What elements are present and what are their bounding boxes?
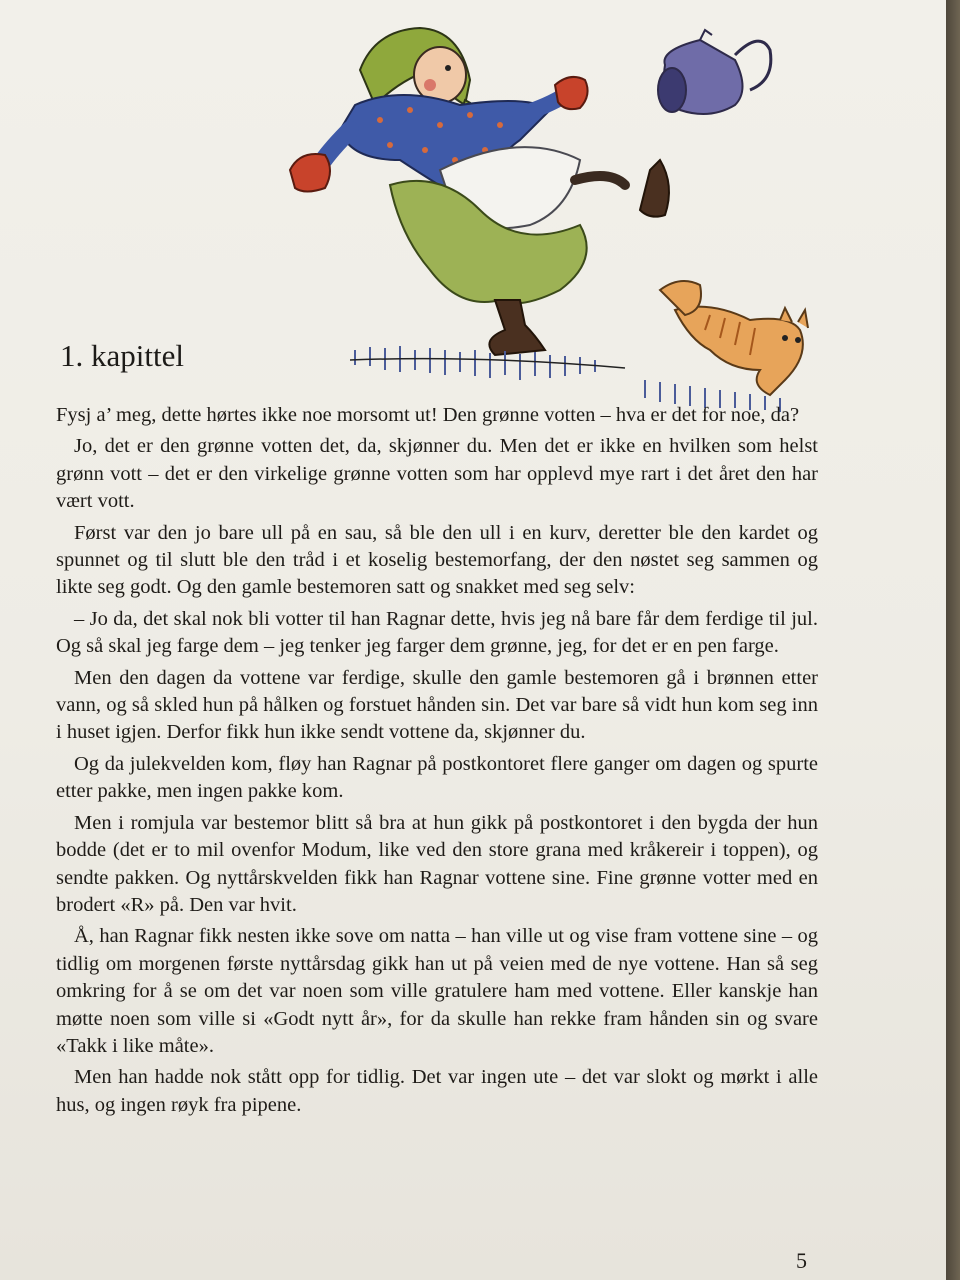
paragraph: – Jo da, det skal nok bli votter til han Ragnar dette, hvis jeg nå bare får dem ferdige til jul. Og så skal jeg farge dem – jeg tenker jeg farger dem grønne, jeg, for det er en pen farge.: [56, 607, 818, 658]
red-mitten-left: [290, 154, 330, 192]
book-edge: [946, 0, 960, 1280]
red-mitten-right: [555, 77, 588, 109]
illustration: [280, 10, 840, 420]
old-woman-figure: [290, 28, 669, 380]
chapter-title: 1. kapittel: [60, 338, 184, 373]
page-number: 5: [796, 1248, 807, 1273]
paragraph: Å, han Ragnar fikk nesten ikke sove om natta – han ville ut og vise fram vottene sine – og tidlig om morgenen første nyttårsdag gikk han ut på veien med de nye vottene. Han så seg omkring for å se om det var noen som ville gratulere ham med vottene. Eller kanskje han møtte noen som ville si «Godt nytt år», for da skulle han rekke fram hånden sin og svare «Takk i like måte».: [56, 925, 818, 1057]
paragraph: Men han hadde nok stått opp for tidlig. Det var ingen ute – det var slokt og mørkt i alle hus, og ingen røyk fra pipene.: [56, 1066, 818, 1116]
paragraph: Jo, det er den grønne votten det, da, skjønner du. Men det er ikke en hvilken som helst grønn vott – det er den virkelige grønne votten som har opplevd mye rart i det året den har vært vott.: [56, 435, 818, 513]
paragraph: Og da julekvelden kom, fløy han Ragnar på postkontoret flere ganger om dagen og spurte etter pakke, men ingen pakke kom.: [56, 752, 818, 803]
jug: [658, 30, 771, 114]
paragraph: Først var den jo bare ull på en sau, så ble den ull i en kurv, deretter ble den kardet og spunnet og til slutt ble den tråd i et koselig bestemorfang, der den nøstet seg sammen og likte seg godt. Og den gamle bestemoren satt og snakket med seg selv:: [56, 521, 818, 599]
paragraph: Men i romjula var bestemor blitt så bra at hun gikk på postkontoret i den bygda der hun bodde (det er to mil ovenfor Modum, like ved den store grana med kråkereir i toppen), og sendte pakken. Og nyttårskvelden fikk han Ragnar vottene sine. Fine grønne votter med en brodert «R» på. Den var hvit.: [56, 811, 818, 916]
paragraph: Men den dagen da vottene var ferdige, skulle den gamle bestemoren gå i brønnen etter vann, og så skled hun på hålken og forstuet hånden sin. Det var bare så vidt hun kom seg inn i huset igjen. Derfor fikk hun ikke sendt vottene da, skjønner du.: [56, 666, 818, 744]
chapter-body: [56, 402, 818, 1123]
cat: [645, 281, 808, 412]
paragraph: Fysj a’ meg, dette hørtes ikke noe morsomt ut! Den grønne votten – hva er det for noe, da?: [56, 404, 800, 426]
